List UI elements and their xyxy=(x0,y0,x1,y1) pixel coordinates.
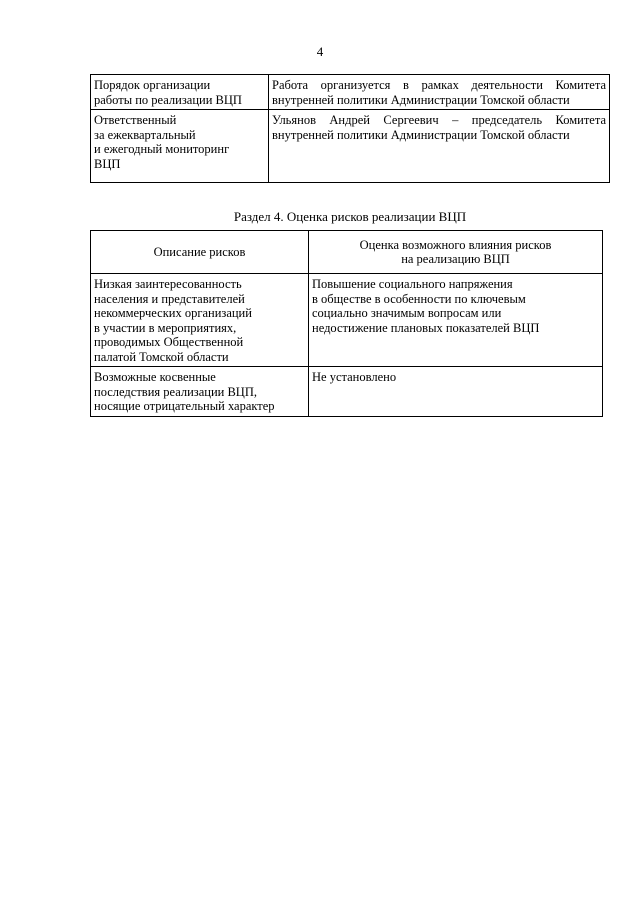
risk-impact: Не установлено xyxy=(312,370,397,384)
risk-impact: Повышение социального напряжения в обществе в особенности по ключевым социально значимым вопросам или недостижение плановых показателей ВЦП xyxy=(312,277,540,335)
page-number: 4 xyxy=(316,44,324,59)
table-cell-label xyxy=(91,110,269,183)
table-cell-impact xyxy=(309,274,603,367)
table-cell-impact xyxy=(309,367,603,417)
responsible-person-label: Ответственный за ежеквартальный и ежегодный мониторинг ВЦП xyxy=(94,113,230,171)
responsible-person-value-line-1: Ульянов Андрей Сергеевич – председатель Комитета xyxy=(272,113,606,127)
program-organization-table xyxy=(90,74,610,183)
table-cell-risk xyxy=(91,274,309,367)
table-row xyxy=(91,274,603,367)
risk-assessment-table xyxy=(90,230,603,417)
table-cell-value xyxy=(269,75,610,110)
table-row xyxy=(91,367,603,417)
table-cell-risk xyxy=(91,367,309,417)
table-cell-label xyxy=(91,75,269,110)
responsible-person-value-line-2: внутренней политики Администрации Томской области xyxy=(272,127,570,142)
table-row xyxy=(91,75,610,110)
organization-order-value-line-2: внутренней политики Администрации Томской области xyxy=(272,92,570,107)
column-header-risk-description xyxy=(91,231,309,274)
section-title: Раздел 4. Оценка рисков реализации ВЦП xyxy=(233,209,467,224)
risk-description: Возможные косвенные последствия реализации ВЦП, носящие отрицательный характер xyxy=(94,370,275,413)
organization-order-value-line-1: Работа организуется в рамках деятельности Комитета xyxy=(272,78,606,92)
table-cell-value xyxy=(269,110,610,183)
table-header-row xyxy=(91,231,603,274)
table-row xyxy=(91,110,610,183)
column-header-label: Описание рисков xyxy=(153,244,246,259)
column-header-label: Оценка возможного влияния рисков на реализацию ВЦП xyxy=(359,237,552,266)
column-header-risk-impact xyxy=(309,231,603,274)
organization-order-label: Порядок организации работы по реализации ВЦП xyxy=(94,78,242,107)
risk-description: Низкая заинтересованность населения и представителей некоммерческих организаций в участии в мероприятиях, проводимых Общественной палатой Томской области xyxy=(94,277,252,364)
